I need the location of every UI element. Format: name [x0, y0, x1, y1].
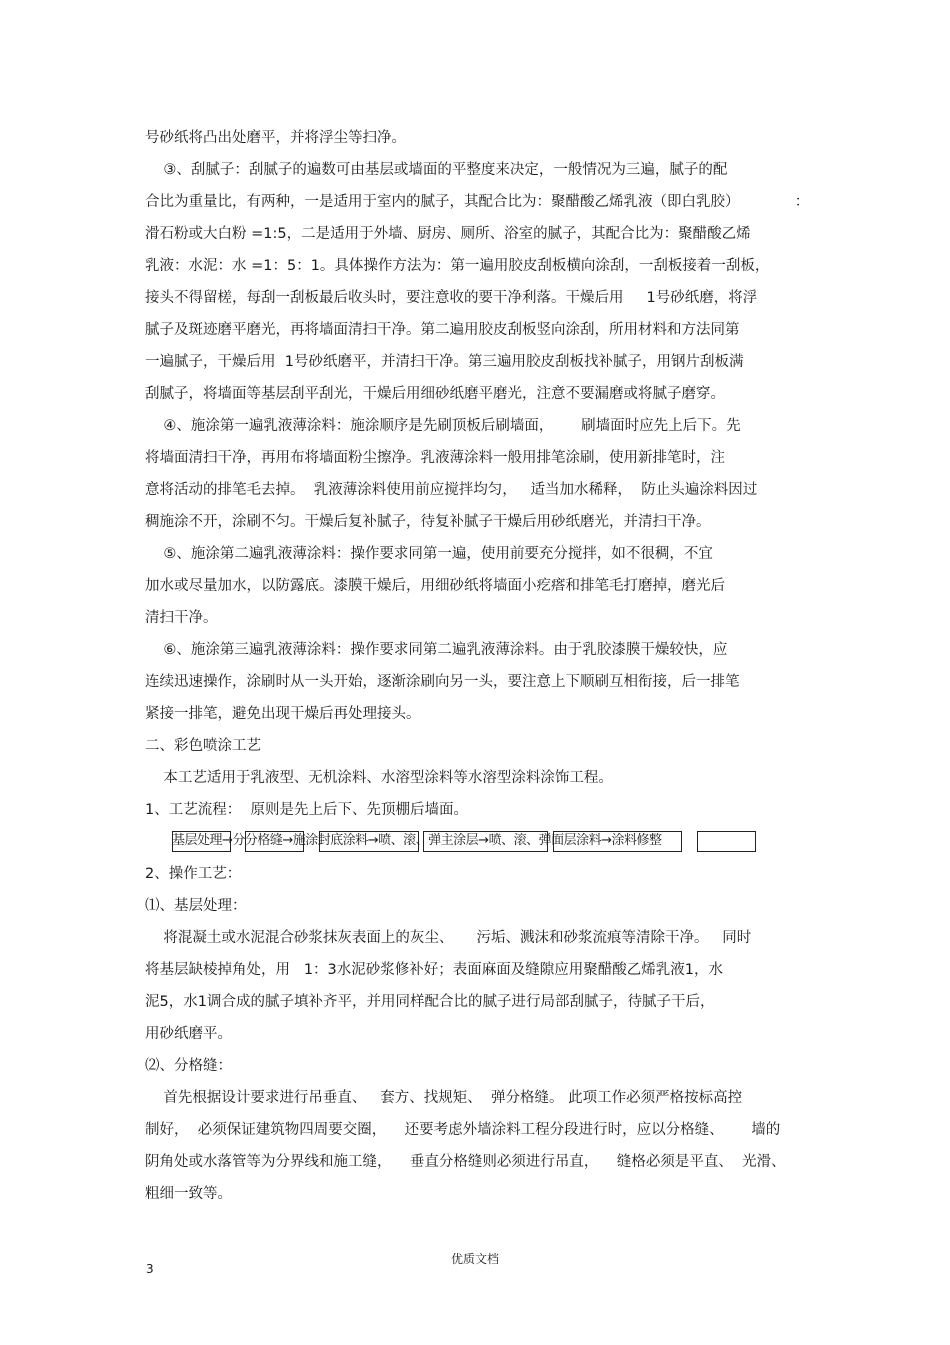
text-line: 制好， 必须保证建筑物四周要交圈， 还要考虑外墙涂料工程分段进行时，应以分格缝、 墙的	[145, 1122, 781, 1138]
text-line: 一遍腻子，干燥后用 1号砂纸磨平，并清扫干净。第三遍用胶皮刮板找补腻子，用钢片刮板满	[145, 354, 744, 370]
text-line: 紧接一排笔，避免出现干燥后再处理接头。	[145, 706, 421, 722]
text-line: 泥5，水1调合成的腻子填补齐平，并用同样配合比的腻子进行局部刮腻子，待腻子干后，	[145, 994, 715, 1010]
text-line: 粗细一致等。	[145, 1186, 232, 1202]
subsection-heading: 1、工艺流程： 原则是先上后下、先顶棚后墙面。	[145, 802, 468, 818]
text-line: 乳液：水泥：水 =1：5：1。具体操作方法为：第一遍用胶皮刮板横向涂刮，一刮板接着一刮板，	[145, 258, 770, 274]
text-line: 合比为重量比，有两种，一是适用于室内的腻子，其配合比为：聚醋酸乙烯乳液（即白乳胶） ：	[145, 194, 810, 210]
text-line: ⑥、施涂第三遍乳液薄涂料：操作要求同第二遍乳液薄涂料。由于乳胶漆膜干燥较快，应	[145, 642, 728, 658]
text-line: 稠施涂不开，涂刷不匀。干燥后复补腻子，待复补腻子干燥后用砂纸磨光，并清扫干净。	[145, 514, 711, 530]
section-heading: 二、彩色喷涂工艺	[145, 738, 261, 754]
subsection-heading: ⑵、分格缝：	[145, 1058, 232, 1074]
text-line: ③、刮腻子：刮腻子的遍数可由基层或墙面的平整度来决定，一般情况为三遍，腻子的配	[145, 162, 728, 178]
text-line: 号砂纸将凸出处磨平，并将浮尘等扫净。	[145, 130, 406, 146]
text-line: 连续迅速操作，涂刷时从一头开始，逐渐涂刷向另一头，要注意上下顺刷互相衔接，后一排笔	[145, 674, 740, 690]
text-line: 将混凝土或水泥混合砂浆抹灰表面上的灰尘、 污垢、溅沫和砂浆流痕等清除干净。 同时	[145, 930, 752, 946]
text-line: 意将活动的排笔毛去掉。 乳液薄涂料使用前应搅拌均匀， 适当加水稀释， 防止头遍涂料因过	[145, 482, 758, 498]
subsection-heading: 2、操作工艺：	[145, 866, 242, 882]
text-line: 本工艺适用于乳液型、无机涂料、水溶型涂料等水溶型涂料涂饰工程。	[145, 770, 613, 786]
text-line: 接头不得留槎，每刮一刮板最后收头时，要注意收的要干净利落。干燥后用 1号砂纸磨，将浮	[145, 290, 758, 306]
page-number: 3	[146, 1262, 154, 1276]
footer-label: 优质文档	[451, 1252, 500, 1266]
text-line: 用砂纸磨平。	[145, 1026, 232, 1042]
text-line: 刮腻子，将墙面等基层刮平刮光，干燥后用细砂纸磨平磨光，注意不要漏磨或将腻子磨穿。	[145, 386, 725, 402]
flow-text: 基层处理→分分格缝→施涂封底涂料→喷、滚、弹主涂层→喷、滚、弹面层涂料→涂料修整	[172, 833, 662, 848]
process-flow-diagram	[145, 830, 765, 852]
text-line: 将墙面清扫干净，再用布将墙面粉尘擦净。乳液薄涂料一般用排笔涂刷，使用新排笔时，注	[145, 450, 725, 466]
text-line: 腻子及斑迹磨平磨光，再将墙面清扫干净。第二遍用胶皮刮板竖向涂刮，所用材料和方法同第	[145, 322, 740, 338]
text-line: 加水或尽量加水，以防露底。漆膜干燥后，用细砂纸将墙面小疙瘩和排笔毛打磨掉，磨光后	[145, 578, 725, 594]
text-line: 滑石粉或大白粉 =1:5，二是适用于外墙、厨房、厕所、浴室的腻子，其配合比为：聚醋酸乙烯	[145, 226, 751, 242]
flow-box	[697, 831, 756, 852]
text-line: ④、施涂第一遍乳液薄涂料：施涂顺序是先刷顶板后刷墙面， 刷墙面时应先上后下。先	[145, 418, 741, 434]
text-line: 清扫干净。	[145, 610, 218, 626]
text-line: 将基层缺棱掉角处，用 1：3水泥砂浆修补好；表面麻面及缝隙应用聚醋酸乙烯乳液1，水	[145, 962, 724, 978]
text-line: ⑤、施涂第二遍乳液薄涂料：操作要求同第一遍，使用前要充分搅拌，如不很稠，不宜	[145, 546, 713, 562]
text-line: 首先根据设计要求进行吊垂直、 套方、找规矩、 弹分格缝。 此项工作必须严格按标高控	[145, 1090, 743, 1106]
text-line: 阴角处或水落管等为分界线和施工缝， 垂直分格缝则必须进行吊直， 缝格必须是平直、 光滑、	[145, 1154, 786, 1170]
subsection-heading: ⑴、基层处理：	[145, 898, 247, 914]
